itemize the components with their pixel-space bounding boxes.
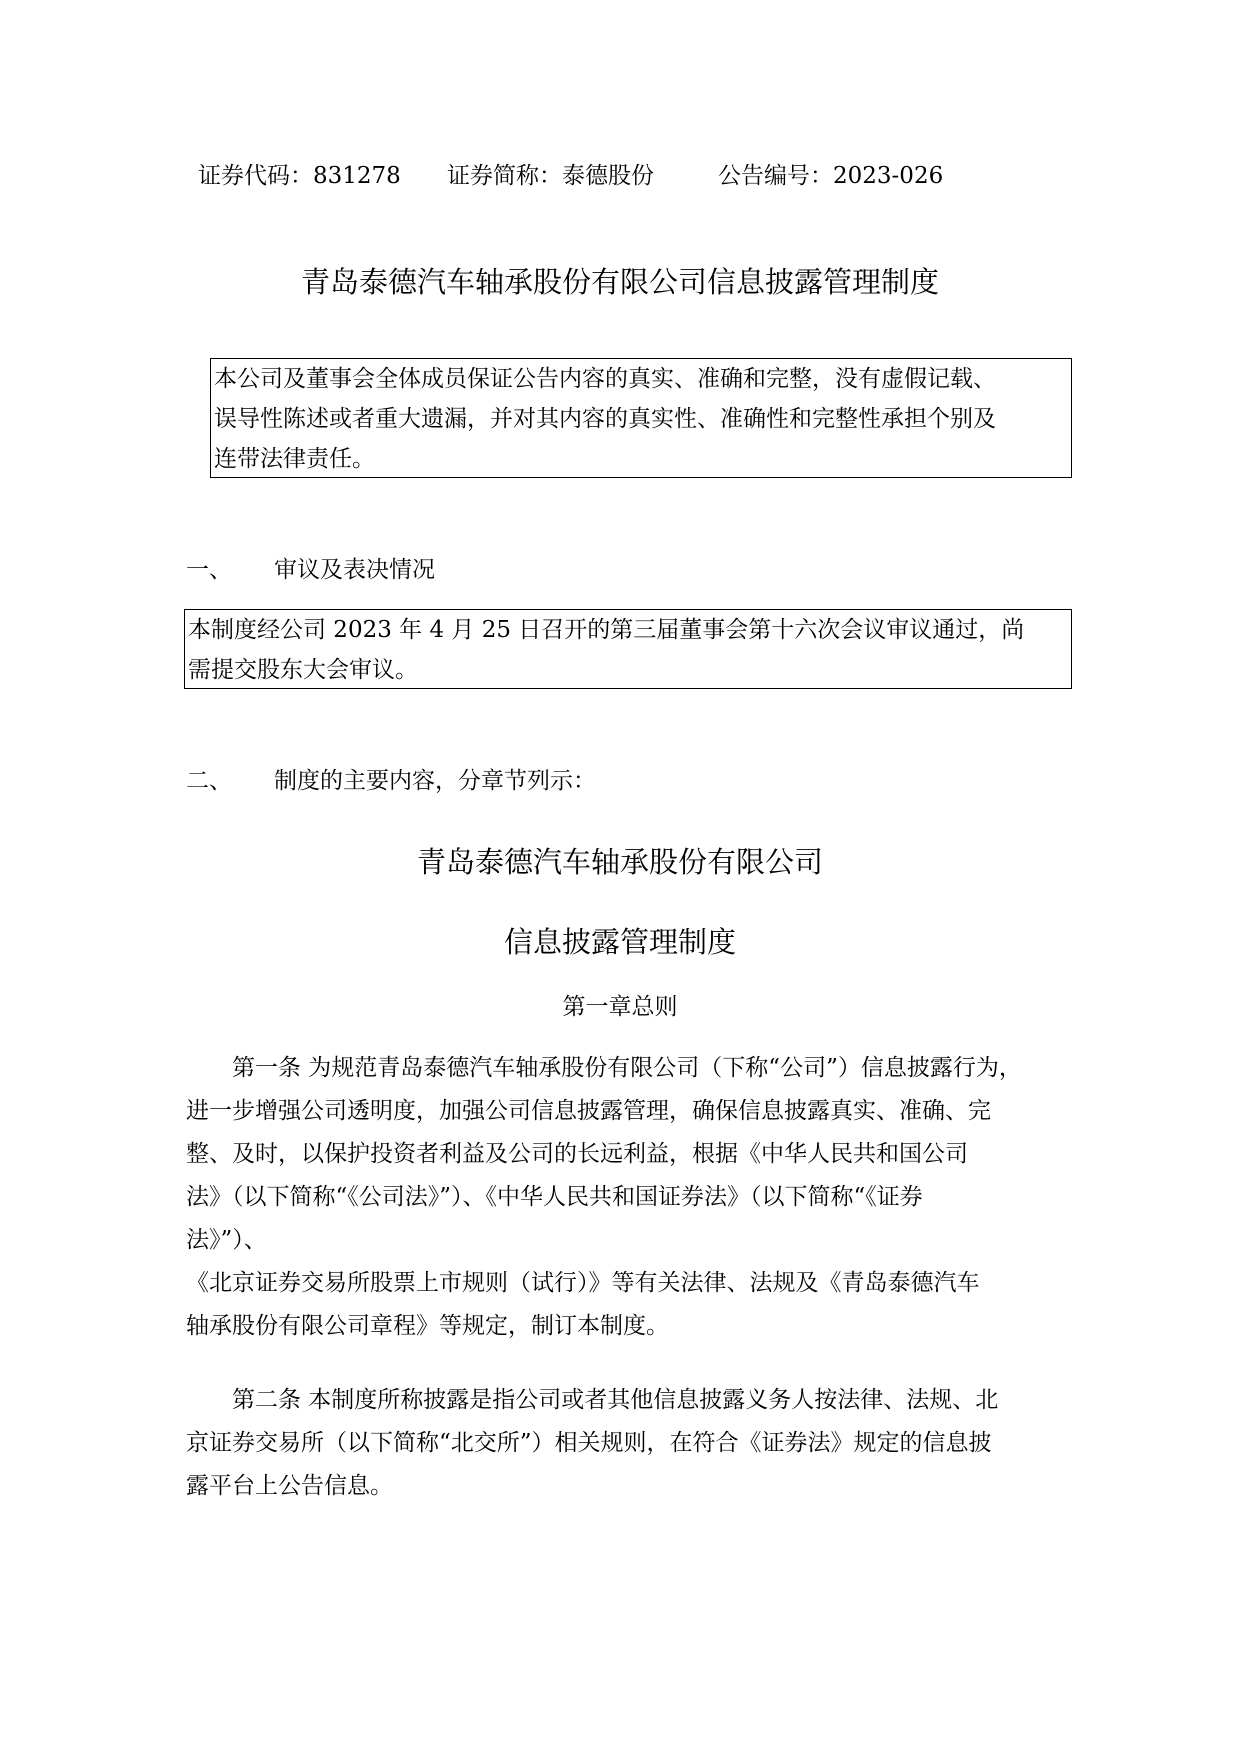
section1-heading: 审议及表决情况 [274,557,435,583]
article2-line: 露平台上公告信息。 [186,1473,393,1499]
chapter-heading: 第一章总则 [562,994,678,1020]
article1-line: 进一步增强公司透明度，加强公司信息披露管理，确保信息披露真实、准确、完 [186,1098,991,1124]
review-info-line: 需提交股东大会审议。 [188,657,418,683]
article1-line: 法》”）、 [186,1227,267,1253]
regulation-company-title: 青岛泰德汽车轴承股份有限公司 [416,845,823,879]
article1-line: 第一条 为规范青岛泰德汽车轴承股份有限公司（下称“公司”）信息披露行为， [232,1055,1022,1081]
article1-line: 《北京证券交易所股票上市规则（试行）》等有关法律、法规及《青岛泰德汽车 [186,1270,980,1296]
security-short-name: 证券简称：泰德股份 [447,163,654,189]
section1-number: 一、 [186,557,232,583]
section2-heading: 制度的主要内容，分章节列示： [274,768,596,794]
notice-number: 公告编号：2023-026 [718,163,944,189]
regulation-name-title: 信息披露管理制度 [503,925,736,959]
article2-line: 第二条 本制度所称披露是指公司或者其他信息披露义务人按法律、法规、北 [232,1387,999,1413]
article1-line: 法》（以下简称“《公司法》”）、《中华人民共和国证券法》（以下简称“《证券 [186,1184,923,1210]
article1-line: 轴承股份有限公司章程》等规定，制订本制度。 [186,1313,669,1339]
disclaimer-box [210,358,1072,478]
security-code: 证券代码：831278 [198,163,401,189]
review-info-box [184,609,1072,689]
article1-line: 整、及时，以保护投资者利益及公司的长远利益，根据《中华人民共和国公司 [186,1141,968,1167]
document-title: 青岛泰德汽车轴承股份有限公司信息披露管理制度 [300,265,939,299]
review-info-line: 本制度经公司 2023 年 4 月 25 日召开的第三届董事会第十六次会议审议通过，尚 [188,617,1025,643]
section2-number: 二、 [186,768,232,794]
article2-line: 京证券交易所（以下简称“北交所”）相关规则，在符合《证券法》规定的信息披 [186,1430,992,1456]
disclaimer-line: 误导性陈述或者重大遗漏，并对其内容的真实性、准确性和完整性承担个别及 [214,406,996,432]
disclaimer-line: 连带法律责任。 [214,446,375,472]
disclaimer-line: 本公司及董事会全体成员保证公告内容的真实、准确和完整，没有虚假记载、 [214,366,996,392]
